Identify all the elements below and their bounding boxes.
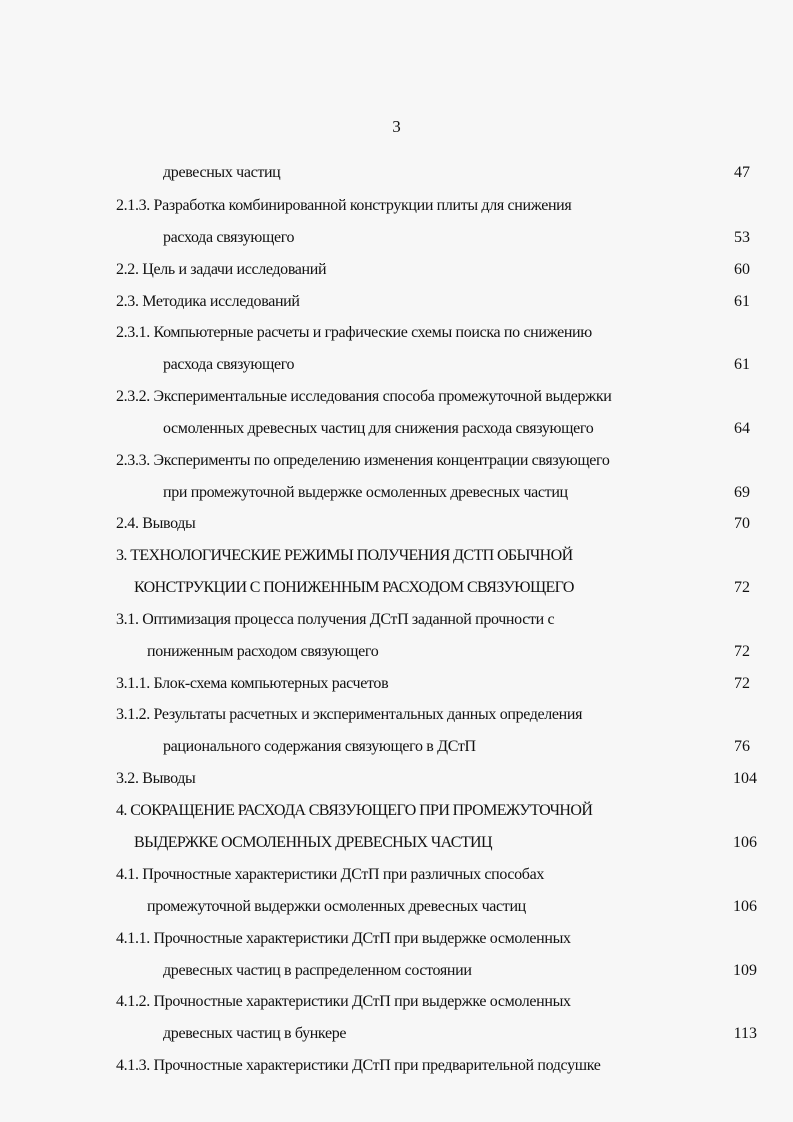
toc-entry-text: 2.1.3. Разработка комбинированной конструкции плиты для снижения [116, 197, 572, 214]
toc-entry-page: 53 [734, 229, 750, 246]
toc-entry-text: пониженным расходом связующего [147, 643, 379, 660]
toc-entry-text: древесных частиц [163, 164, 281, 181]
toc-entry-text: 3.2. Выводы [116, 770, 196, 787]
toc-entry-text: промежуточной выдержки осмоленных древесных частиц [147, 898, 526, 915]
toc-entry-text: 3.1. Оптимизация процесса получения ДСтП заданной прочности с [116, 611, 555, 628]
toc-entry-text: 2.3.3. Эксперименты по определению изменения концентрации связующего [116, 452, 610, 469]
toc-entry-text: 4.1.3. Прочностные характеристики ДСтП при предварительной подсушке [116, 1057, 601, 1074]
toc-entry-text: 3.1.1. Блок-схема компьютерных расчетов [116, 675, 389, 692]
toc-entry-text: древесных частиц в распределенном состоянии [163, 962, 472, 979]
toc-entry-text: 2.2. Цель и задачи исследований [116, 261, 327, 278]
toc-entry-text: осмоленных древесных частиц для снижения расхода связующего [163, 420, 594, 437]
toc-entry-page: 72 [734, 579, 750, 596]
toc-entry-page: 72 [734, 675, 750, 692]
toc-entry-page: 47 [734, 164, 750, 181]
toc-entry-page: 76 [734, 738, 750, 755]
page-number: 3 [392, 117, 401, 136]
toc-chapter-title: КОНСТРУКЦИИ С ПОНИЖЕННЫМ РАСХОДОМ СВЯЗУЮЩЕГО [134, 579, 574, 596]
toc-entry-text: 2.3.1. Компьютерные расчеты и графические схемы поиска по снижению [116, 324, 592, 341]
toc-entry-page: 106 [733, 834, 757, 851]
toc-entry-text: расхода связующего [163, 356, 295, 373]
toc-entry-text: 2.3. Методика исследований [116, 293, 300, 310]
toc-chapter-title: ВЫДЕРЖКЕ ОСМОЛЕННЫХ ДРЕВЕСНЫХ ЧАСТИЦ [134, 834, 492, 851]
toc-chapter-title: 3. ТЕХНОЛОГИЧЕСКИЕ РЕЖИМЫ ПОЛУЧЕНИЯ ДСТП ОБЫЧНОЙ [116, 547, 573, 564]
toc-entry-text: расхода связующего [163, 229, 295, 246]
toc-entry-page: 60 [734, 261, 750, 278]
toc-entry-text: 3.1.2. Результаты расчетных и экспериментальных данных определения [116, 706, 583, 723]
toc-entry-text: 2.4. Выводы [116, 515, 196, 532]
toc-entry-page: 106 [733, 898, 757, 915]
toc-entry-text: древесных частиц в бункере [163, 1025, 347, 1042]
toc-entry-page: 61 [734, 356, 750, 373]
toc-entry-text: рационального содержания связующего в ДСтП [163, 738, 476, 755]
toc-entry-page: 113 [733, 1025, 757, 1042]
toc-chapter-title: 4. СОКРАЩЕНИЕ РАСХОДА СВЯЗУЮЩЕГО ПРИ ПРОМЕЖУТОЧНОЙ [116, 802, 593, 819]
toc-entry-text: 4.1. Прочностные характеристики ДСтП при различных способах [116, 866, 544, 883]
toc-entry-text: 4.1.2. Прочностные характеристики ДСтП при выдержке осмоленных [116, 993, 571, 1010]
toc-entry-text: 2.3.2. Экспериментальные исследования способа промежуточной выдержки [116, 388, 612, 405]
toc-entry-page: 70 [734, 515, 750, 532]
toc-entry-page: 64 [734, 420, 750, 437]
toc-entry-text: при промежуточной выдержке осмоленных древесных частиц [163, 484, 568, 501]
toc-entry-page: 69 [734, 484, 750, 501]
toc-entry-page: 104 [733, 770, 757, 787]
toc-entry-page: 109 [733, 962, 757, 979]
toc-entry-text: 4.1.1. Прочностные характеристики ДСтП при выдержке осмоленных [116, 930, 571, 947]
toc-entry-page: 61 [734, 293, 750, 310]
toc-entry-page: 72 [734, 643, 750, 660]
